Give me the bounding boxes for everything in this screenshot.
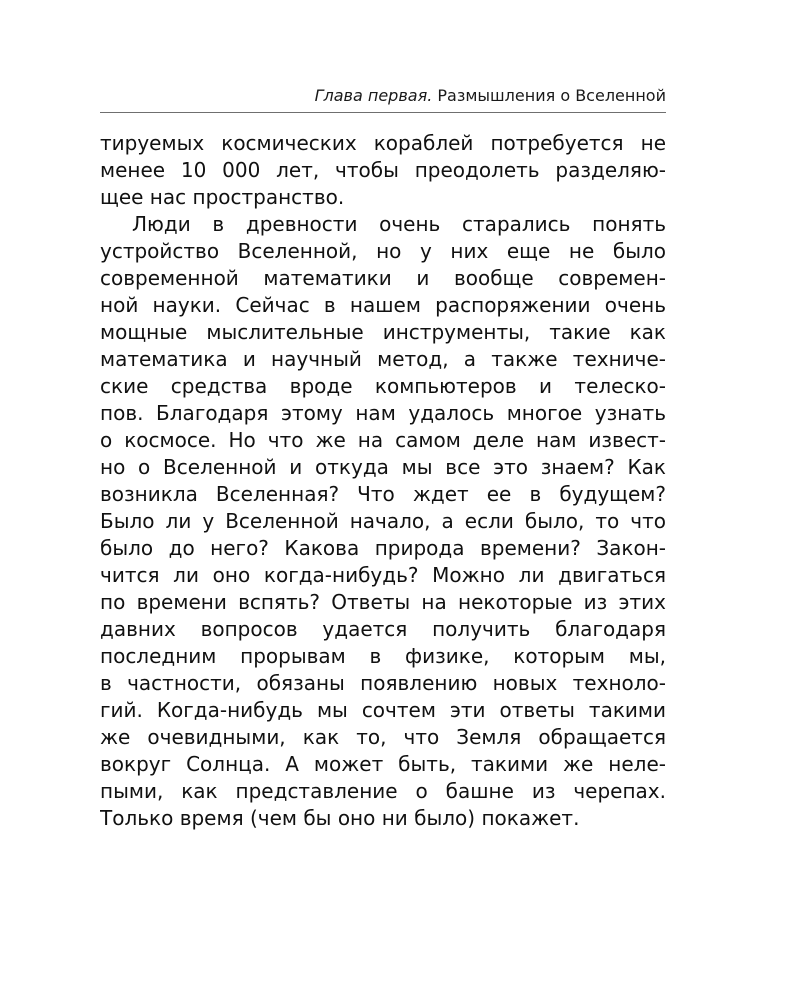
text-line: о космосе. Но что же на самом деле нам извест-	[100, 428, 666, 452]
text-line: но о Вселенной и откуда мы все это знаем? Как	[100, 455, 666, 479]
text-line: давних вопросов удается получить благодаря	[100, 617, 666, 641]
text-line: менее 10 000 лет, чтобы преодолеть разделяю-	[100, 158, 666, 182]
text-line: же очевидными, как то, что Земля обращается	[100, 725, 666, 749]
body-text	[100, 130, 666, 832]
text-line: Люди в древности очень старались понять	[132, 212, 666, 236]
text-line: Только время (чем бы оно ни было) покажет.	[100, 806, 580, 830]
text-line: щее нас пространство.	[100, 185, 345, 209]
text-line: гий. Когда-нибудь мы сочтем эти ответы такими	[100, 698, 666, 722]
text-line: ские средства вроде компьютеров и телеско-	[100, 374, 666, 398]
text-line: тируемых космических кораблей потребуется не	[100, 131, 666, 155]
text-line: вокруг Солнца. А может быть, такими же неле-	[100, 752, 666, 776]
header-rule	[100, 112, 666, 113]
text-line: последним прорывам в физике, которым мы,	[100, 644, 666, 668]
text-line: пыми, как представление о башне из черепах.	[100, 779, 666, 803]
running-header	[100, 86, 666, 106]
chapter-label: Глава первая.	[314, 86, 433, 105]
text-line: по времени вспять? Ответы на некоторые из этих	[100, 590, 666, 614]
text-line: устройство Вселенной, но у них еще не было	[100, 239, 666, 263]
text-line: математика и научный метод, а также техниче-	[100, 347, 666, 371]
text-line: современной математики и вообще современ-	[100, 266, 666, 290]
text-line: ной науки. Сейчас в нашем распоряжении очень	[100, 293, 666, 317]
text-line: возникла Вселенная? Что ждет ее в будущем?	[100, 482, 666, 506]
text-line: пов. Благодаря этому нам удалось многое узнать	[100, 401, 666, 425]
text-line: было до него? Какова природа времени? Закон-	[100, 536, 666, 560]
text-line: чится ли оно когда-нибудь? Можно ли двигаться	[100, 563, 666, 587]
chapter-title: Размышления о Вселенной	[437, 86, 666, 105]
text-line: в частности, обязаны появлению новых техноло-	[100, 671, 666, 695]
text-line: Было ли у Вселенной начало, а если было, то что	[100, 509, 666, 533]
text-line: мощные мыслительные инструменты, такие как	[100, 320, 666, 344]
